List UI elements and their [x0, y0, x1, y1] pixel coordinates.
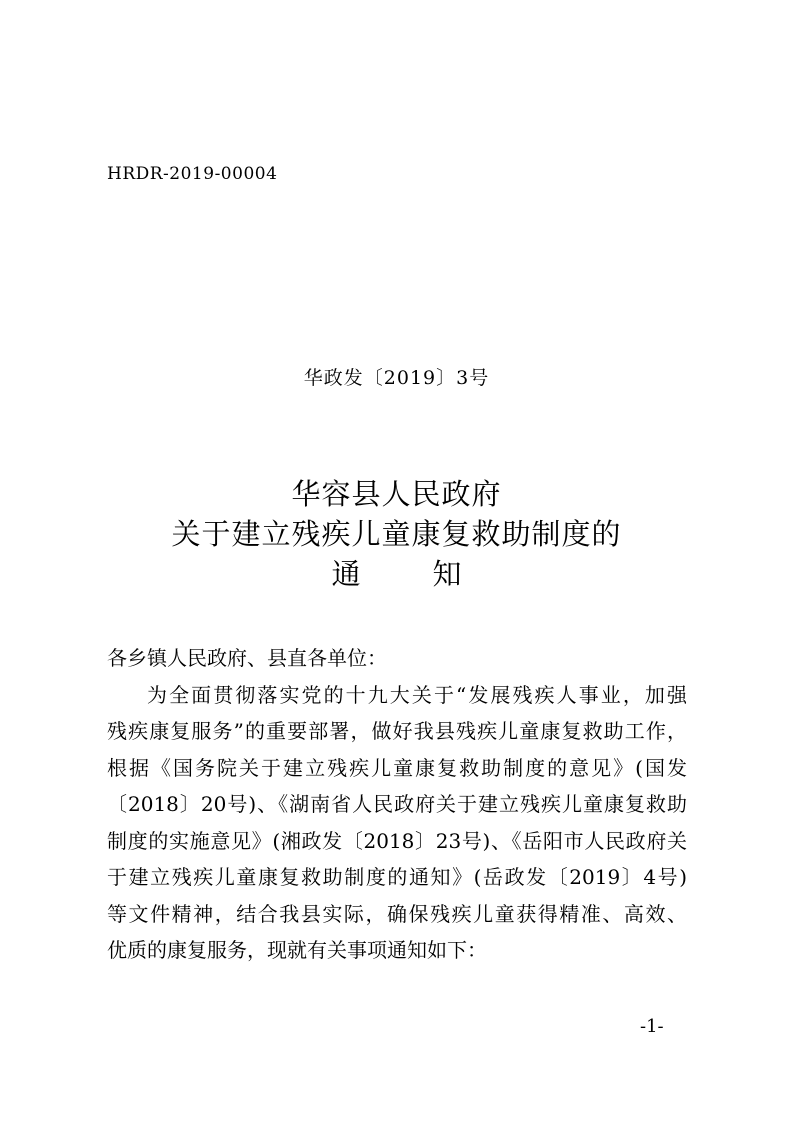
issue-number: 华政发〔2019〕3号 — [303, 367, 490, 389]
title-line-3 — [0, 554, 793, 594]
paragraph-line: 于建立残疾儿童康复救助制度的通知》(岳政发〔2019〕4号) — [107, 865, 687, 889]
document-title — [0, 474, 793, 594]
title-line-2: 关于建立残疾儿童康复救助制度的 — [171, 517, 622, 551]
title-notice-char-1: 通 — [331, 557, 361, 591]
paragraph-line: 残疾康复服务”的重要部署，做好我县残疾儿童康复救助工作， — [107, 719, 687, 743]
document-code: HRDR-2019-00004 — [107, 164, 278, 184]
document-body — [107, 640, 687, 969]
paragraph-line: 〔2018〕20号)、《湖南省人民政府关于建立残疾儿童康复救助 — [107, 792, 687, 816]
paragraph-line: 根据《国务院关于建立残疾儿童康复救助制度的意见》(国发 — [107, 755, 687, 780]
page-number: -1- — [640, 1016, 664, 1037]
paragraph-line: 等文件精神，结合我县实际，确保残疾儿童获得精准、高效、 — [107, 901, 687, 926]
paragraph-line: 制度的实施意见》(湘政发〔2018〕23号)、《岳阳市人民政府关 — [107, 828, 687, 853]
title-line-1: 华容县人民政府 — [291, 477, 502, 511]
salutation: 各乡镇人民政府、县直各单位： — [107, 646, 387, 670]
title-notice-char-2: 知 — [432, 557, 462, 591]
paragraph-line: 为全面贯彻落实党的十九大关于“发展残疾人事业，加强 — [147, 682, 687, 707]
paragraph-line: 优质的康复服务，现就有关事项通知如下： — [107, 938, 487, 962]
